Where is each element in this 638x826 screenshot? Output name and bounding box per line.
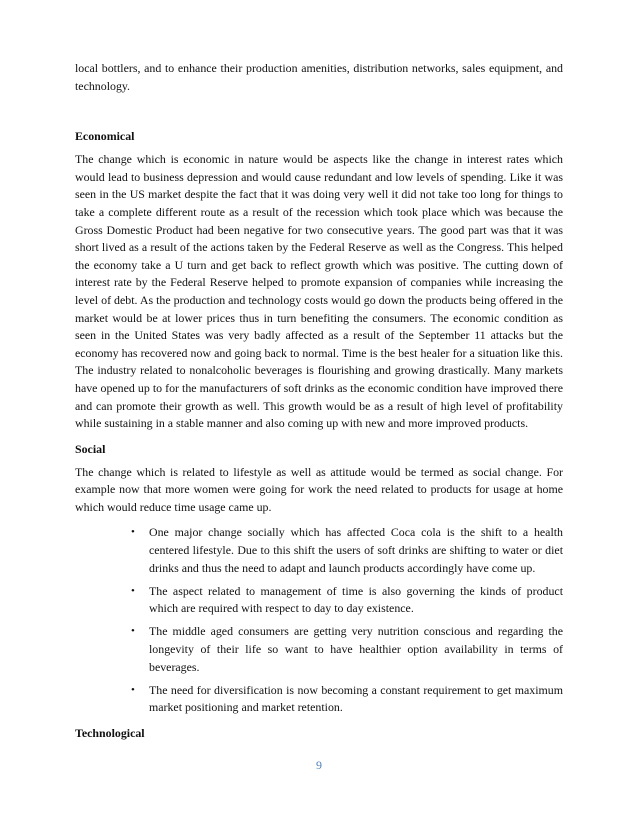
heading-economical: Economical (75, 129, 135, 144)
list-item (131, 583, 563, 618)
bullet-icon: • (131, 526, 135, 539)
bullet-icon: • (131, 683, 135, 696)
list-item-text: The aspect related to management of time is also governing the kinds of product which are required with respect to day to day existence. (149, 583, 563, 616)
bullet-icon: • (131, 584, 135, 597)
page-number: 9 (316, 758, 322, 772)
economical-paragraph: The change which is economic in nature would be aspects like the change in interest rates which would lead to business depression and would cause redundant and low levels of spending. Like it was seen in the US market despite the fact that it was doing very well it did not take too long for things to take a complete different route as a result of the recession which took place which was because the Gross Domestic Product had been negative for two consecutive years. The good part was that it was short lived as a result of the actions taken by the Federal Reserve as well as the Congress. This helped the economy take a U turn and get back to reflect growth which was positive. The cutting down of interest rate by the Federal Reserve helped to promote expansion of companies while increasing the level of debt. As the production and technology costs would go down the products being offered in the market would be at lower prices thus in turn benefiting the consumers. The economic condition as seen in the United States was very badly affected as a result of the September 11 attacks but the economy has recovered now and going back to normal. Time is the best healer for a situation like this. The industry related to nonalcoholic beverages is flourishing and growing drastically. Many markets have opened up to for the manufacturers of soft drinks as the economic condition have improved there and can promote their growth as well. This growth would be as a result of high level of profitability while sustaining in a stable manner and also coming up with new and more improved products. (75, 152, 563, 431)
social-bullet-list (75, 524, 563, 716)
list-item-text: The middle aged consumers are getting very nutrition conscious and regarding the longevity of their life so want to have healthier option availability in terms of beverages. (149, 624, 563, 674)
bullet-icon: • (131, 625, 135, 638)
document-page (75, 60, 563, 748)
list-item (131, 682, 563, 717)
list-item (131, 623, 563, 676)
list-item-text: The need for diversification is now becoming a constant requirement to get maximum market positioning and market retention. (149, 682, 563, 715)
heading-social: Social (75, 441, 106, 456)
opening-paragraph: local bottlers, and to enhance their production amenities, distribution networks, sales equipment, and technology. (75, 61, 563, 93)
list-item (131, 524, 563, 577)
social-paragraph: The change which is related to lifestyle as well as attitude would be termed as social change. For example now that more women were going for work the need related to products for usage at home which would reduce time usage came up. (75, 464, 563, 514)
list-item-text: One major change socially which has affected Coca cola is the shift to a health centered lifestyle. Due to this shift the users of soft drinks are shifting to water or diet drinks and thus the need to adapt and launch products accordingly have come up. (149, 525, 563, 575)
heading-technological: Technological (75, 725, 145, 740)
